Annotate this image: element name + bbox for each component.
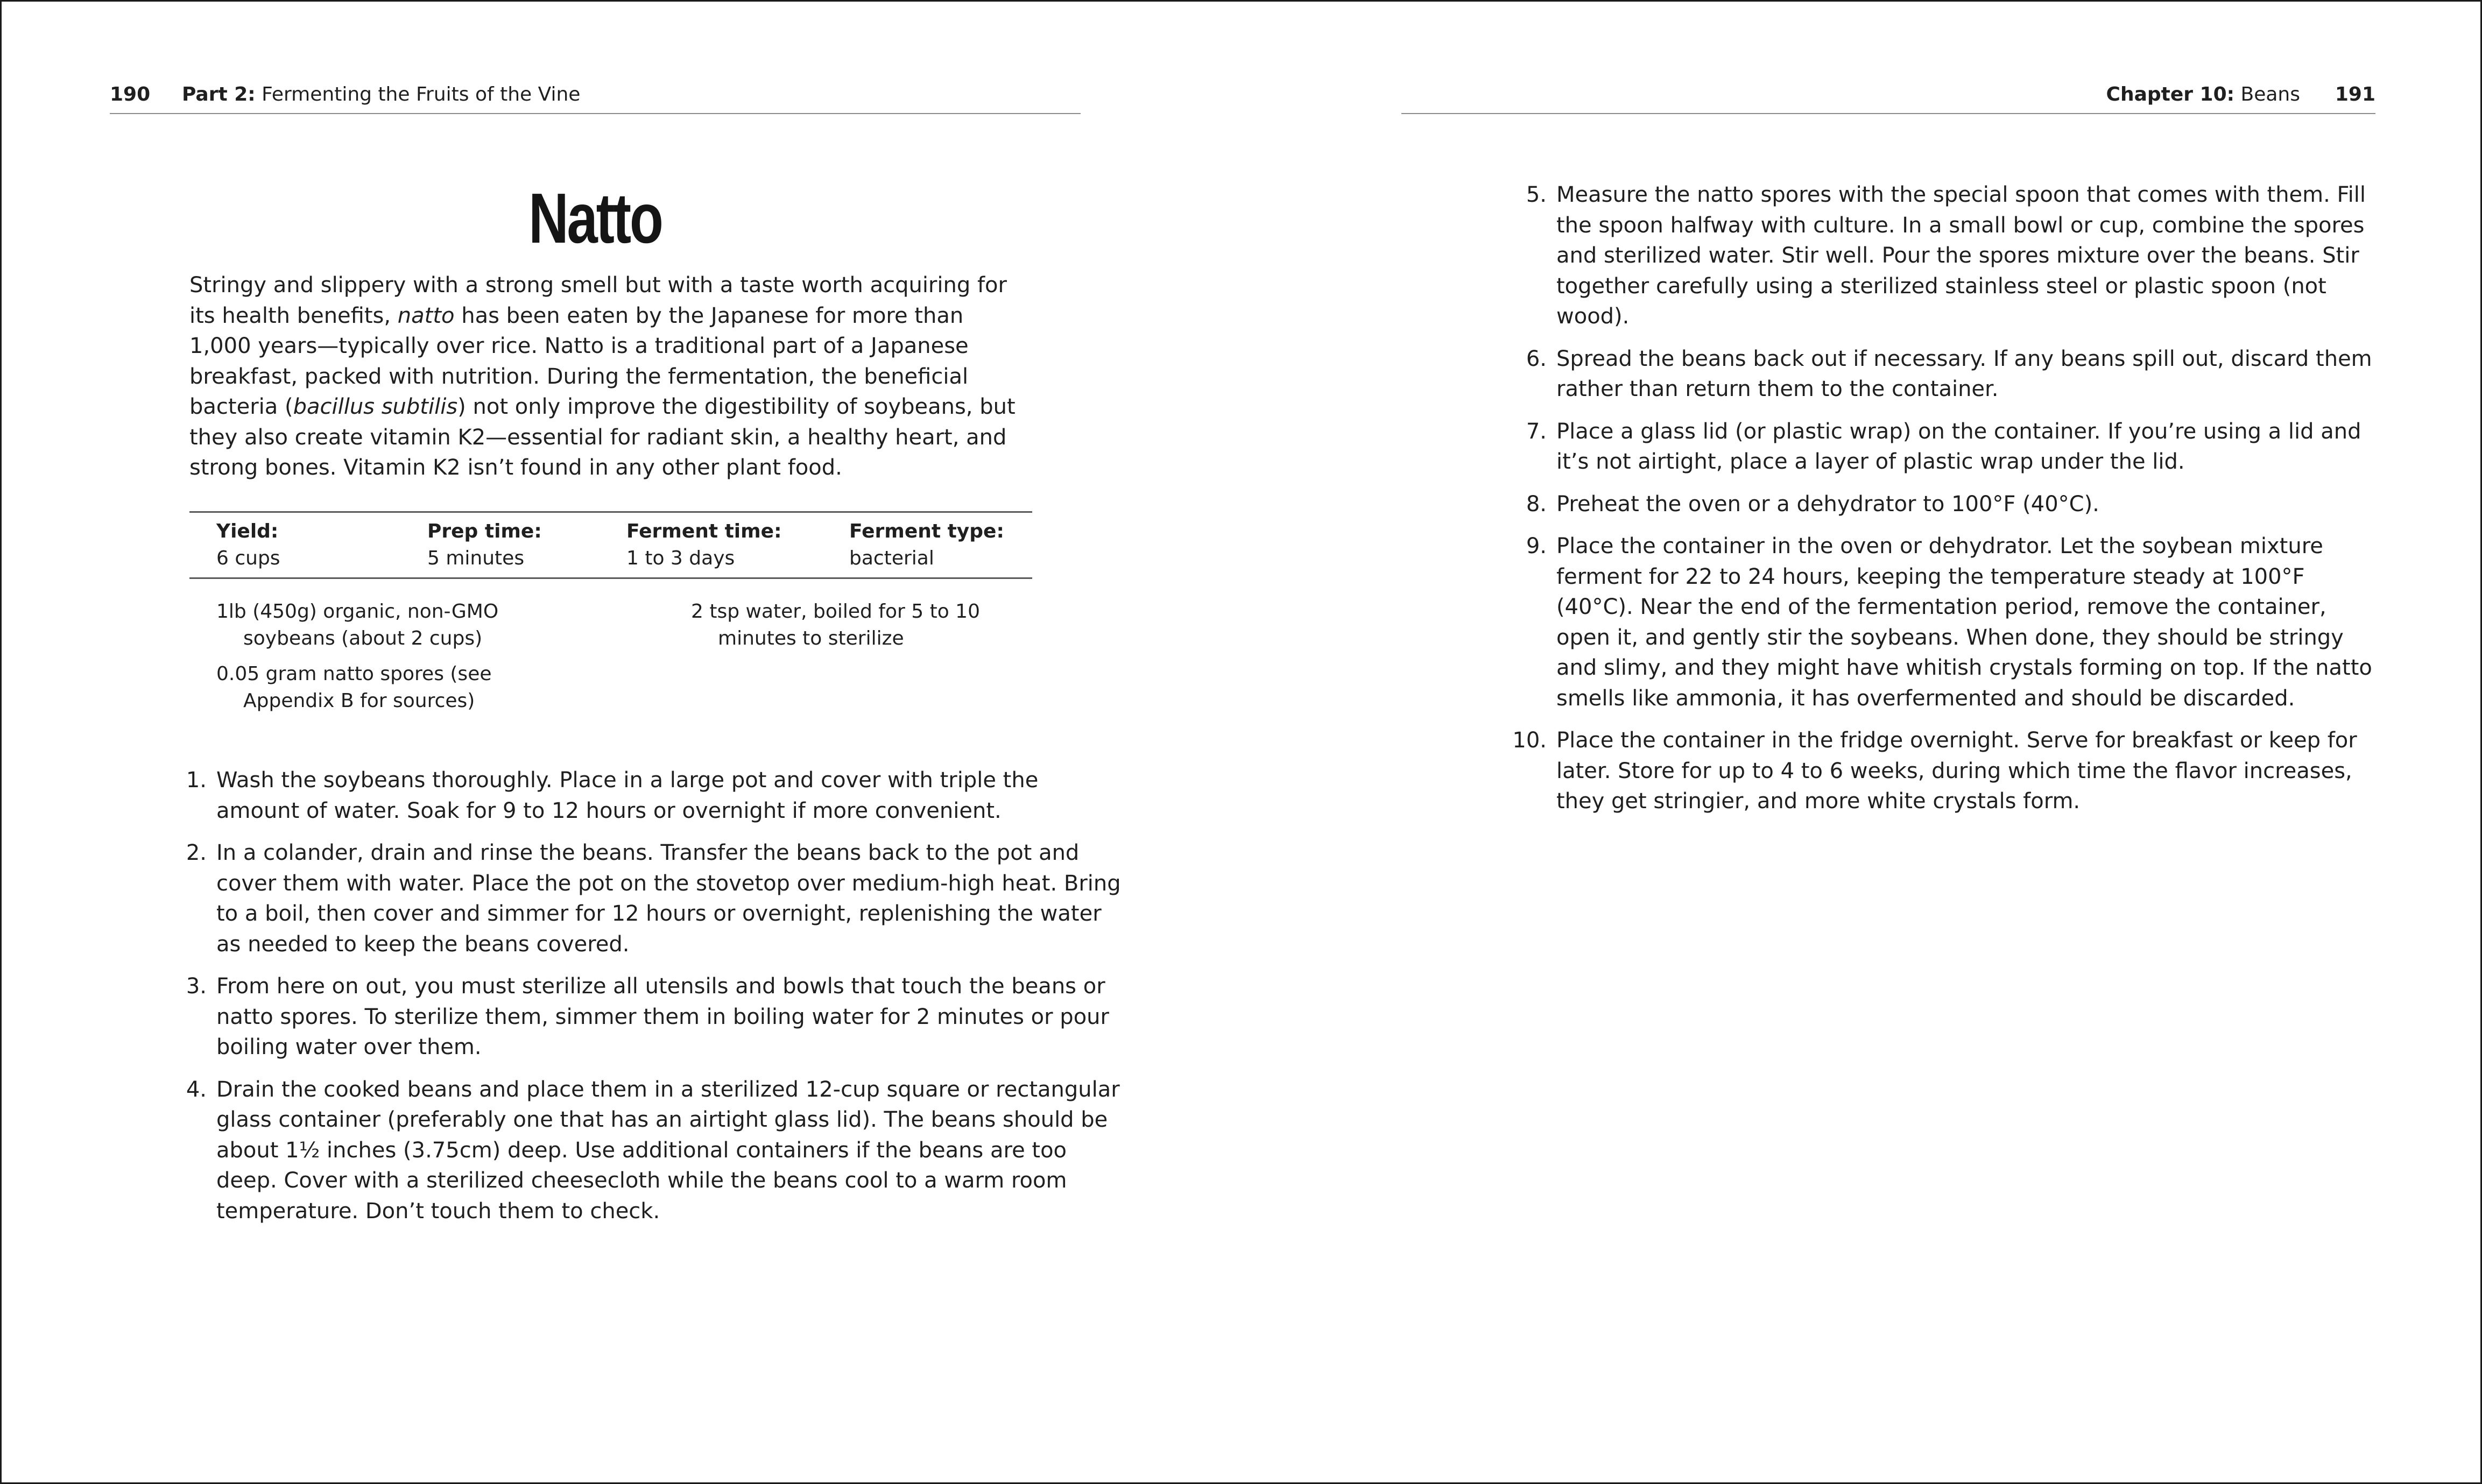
step-text: Spread the beans back out if necessary. If any beans spill out, discard them rather than return them to the container. <box>1556 346 2372 401</box>
running-head-right <box>1401 81 2375 109</box>
info-label: Ferment type: <box>849 520 1004 542</box>
recipe-info-table <box>189 511 1032 579</box>
step-number: 4. <box>186 1077 207 1102</box>
info-value: 1 to 3 days <box>626 547 735 569</box>
info-value: 5 minutes <box>427 547 525 569</box>
info-label: Ferment time: <box>626 520 782 542</box>
step-text: Place the container in the fridge overnight. Serve for breakfast or keep for later. Store for up to 4 to 6 weeks, during which time the flavor increases, they get stringier, and more white crystals form. <box>1556 728 2357 814</box>
step-item <box>1509 489 2375 520</box>
step-text: In a colander, drain and rinse the beans. Transfer the beans back to the pot and cover them with water. Place the pot on the stovetop over medium-high heat. Bring to a boil, then cover and simmer for 12 hours or overnight, replenishing the water as needed to keep the beans covered. <box>216 840 1121 957</box>
step-item <box>1509 416 2375 477</box>
part-label: Part 2: <box>182 83 256 105</box>
header-rule-right <box>1401 113 2375 114</box>
step-number: 1. <box>186 768 207 793</box>
step-list-right <box>1509 180 2375 829</box>
step-text: Drain the cooked beans and place them in a sterilized 12-cup square or rectangular glass container (preferably one that has an airtight glass lid). The beans should be about 1½ inches (3.75cm) deep. Use additional containers if the beans are too deep. Cover with a sterilized cheesecloth while the beans cool to a warm room temperature. Don’t touch them to check. <box>216 1077 1120 1224</box>
recipe-title: Natto <box>528 179 662 258</box>
running-head-left <box>110 81 1081 109</box>
ingredient-item: 2 tsp water, boiled for 5 to 10 minutes to sterilize <box>691 600 980 649</box>
step-text: From here on out, you must sterilize all utensils and bowls that touch the beans or natto spores. To sterilize them, simmer them in boiling water for 2 minutes or pour boiling water over them. <box>216 974 1109 1059</box>
left-page <box>110 0 1121 1484</box>
step-number: 9. <box>1526 534 1547 559</box>
step-text: Place the container in the oven or dehydrator. Let the soybean mixture ferment for 22 to 24 hours, keeping the temperature steady at 100°F (40°C). Near the end of the fermentation period, remove the container, open it, and gently stir the soybeans. When done, they should be stringy and slimy, and they might have whitish crystals forming on top. If the natto smells like ammonia, it has overfermented and should be discarded. <box>1556 534 2372 711</box>
step-number: 10. <box>1512 728 1547 753</box>
step-number: 6. <box>1526 346 1547 371</box>
step-text: Measure the natto spores with the special spoon that comes with them. Fill the spoon halfway with culture. In a small bowl or cup, combine the spores and sterilized water. Stir well. Pour the spores mixture over the beans. Stir together carefully using a sterilized stainless steel or plastic spoon (not wood). <box>1556 182 2366 329</box>
step-item <box>1509 531 2375 713</box>
step-number: 3. <box>186 974 207 999</box>
step-number: 8. <box>1526 491 1547 517</box>
header-rule-left <box>110 113 1081 114</box>
step-text: Preheat the oven or a dehydrator to 100°F (40°C). <box>1556 491 2099 517</box>
step-list-left <box>169 765 1122 1238</box>
intro-italic-bacteria: bacillus subtilis <box>293 394 458 419</box>
step-number: 7. <box>1526 419 1547 444</box>
step-text: Wash the soybeans thoroughly. Place in a large pot and cover with triple the amount of water. Soak for 9 to 12 hours or overnight if more convenient. <box>216 768 1039 823</box>
chapter-title: Beans <box>2240 83 2300 105</box>
info-label: Yield: <box>216 520 279 542</box>
step-item <box>1509 180 2375 332</box>
ingredient-item: 1lb (450g) organic, non-GMO soybeans (about 2 cups) <box>216 600 499 649</box>
step-item <box>169 838 1122 959</box>
step-item <box>169 1075 1122 1227</box>
info-prep-time <box>427 518 542 572</box>
intro-text: has been eaten by the Japanese for more than 1,000 years—typically over rice. Natto is a traditional part of a Japanese breakfast, packed with nutrition. During the fermentation, the beneficial bacteria ( <box>189 303 969 419</box>
step-number: 5. <box>1526 182 1547 207</box>
chapter-label: Chapter 10: <box>2106 83 2235 105</box>
part-heading <box>182 81 580 109</box>
step-text: Place a glass lid (or plastic wrap) on the container. If you’re using a lid and it’s not airtight, place a layer of plastic wrap under the lid. <box>1556 419 2361 474</box>
info-label: Prep time: <box>427 520 542 542</box>
step-number: 2. <box>186 840 207 865</box>
part-title: Fermenting the Fruits of the Vine <box>262 83 581 105</box>
intro-text: ) not only improve the digestibility of soybeans, but they also create vitamin K2—essential for radiant skin, a healthy heart, and strong bones. Vitamin K2 isn’t found in any other plant food. <box>189 394 1016 480</box>
intro-text: Stringy and slippery with a strong smell but with a taste worth acquiring for its health benefits, <box>189 273 1007 328</box>
chapter-heading <box>2106 81 2300 109</box>
right-page <box>1401 0 2375 1484</box>
info-ferment-type <box>849 518 1004 572</box>
step-item <box>169 971 1122 1063</box>
info-value: 6 cups <box>216 547 280 569</box>
info-yield <box>216 518 280 572</box>
step-item <box>1509 344 2375 405</box>
step-item <box>169 765 1122 826</box>
info-value: bacterial <box>849 547 934 569</box>
intro-italic-natto: natto <box>397 303 455 328</box>
page-number-right: 191 <box>2335 83 2375 105</box>
info-ferment-time <box>626 518 781 572</box>
ingredient-item: 0.05 gram natto spores (see Appendix B for sources) <box>216 663 492 712</box>
page-number-left: 190 <box>110 83 151 105</box>
recipe-intro <box>189 270 1029 483</box>
step-item <box>1509 725 2375 817</box>
